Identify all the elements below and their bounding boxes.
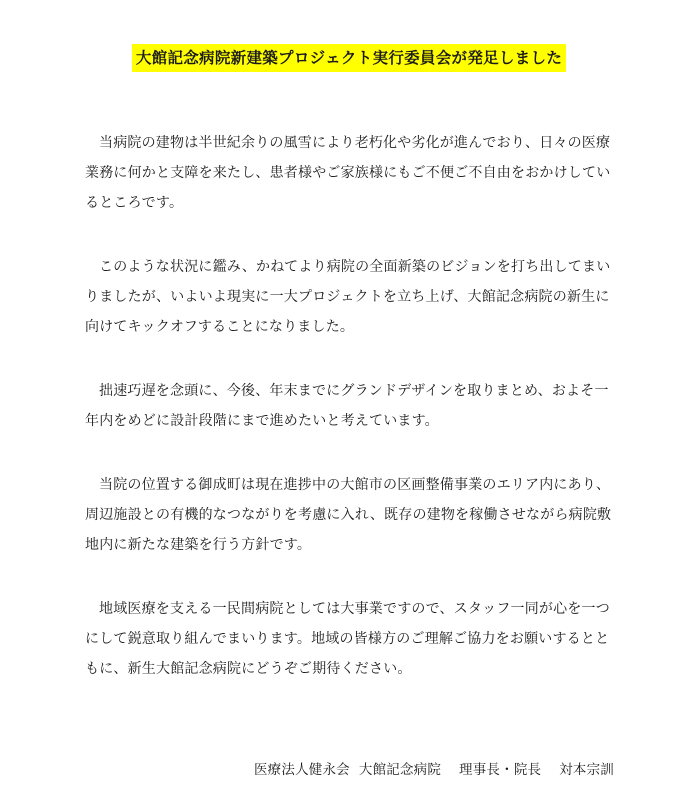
paragraph-3: 拙速巧遅を念頭に、今後、年末までにグランドデザインを取りまとめ、およそ一年内をめどに設計段階にまで進めたいと考えています。 — [85, 383, 609, 429]
title-container — [0, 44, 698, 72]
paragraph-2: このような状況に鑑み、かねてより病院の全面新築のビジョンを打ち出してまいりましたが、いよいよ現実に一大プロジェクトを立ち上げ、大館記念病院の新生に向けてキックオフすることになりました。 — [85, 259, 611, 335]
paragraph-5: 地域医療を支える一民間病院としては大事業ですので、スタッフ一同が心を一つにして鋭意取り組んでまいります。地域の皆様方のご理解ご協力をお願いするとともに、新生大館記念病院にどうぞご期待ください。 — [85, 601, 610, 677]
paragraph-1: 当病院の建物は半世紀余りの風雪により老朽化や劣化が進んでおり、日々の医療業務に何かと支障を来たし、患者様やご家族様にもご不便ご不自由をおかけしているところです。 — [85, 135, 611, 211]
page-title: 大館記念病院新建築プロジェクト実行委員会が発足しました — [132, 44, 566, 72]
signature-line: 医療法人健永会 大館記念病院 理事長・院長 対本宗訓 — [253, 762, 614, 778]
body-text — [85, 128, 615, 718]
paragraph-4: 当院の位置する御成町は現在進捗中の大館市の区画整備事業のエリア内にあり、周辺施設との有機的なつながりを考慮に入れ、既存の建物を稼働させながら病院敷地内に新たな建築を行う方針です。 — [85, 477, 612, 553]
